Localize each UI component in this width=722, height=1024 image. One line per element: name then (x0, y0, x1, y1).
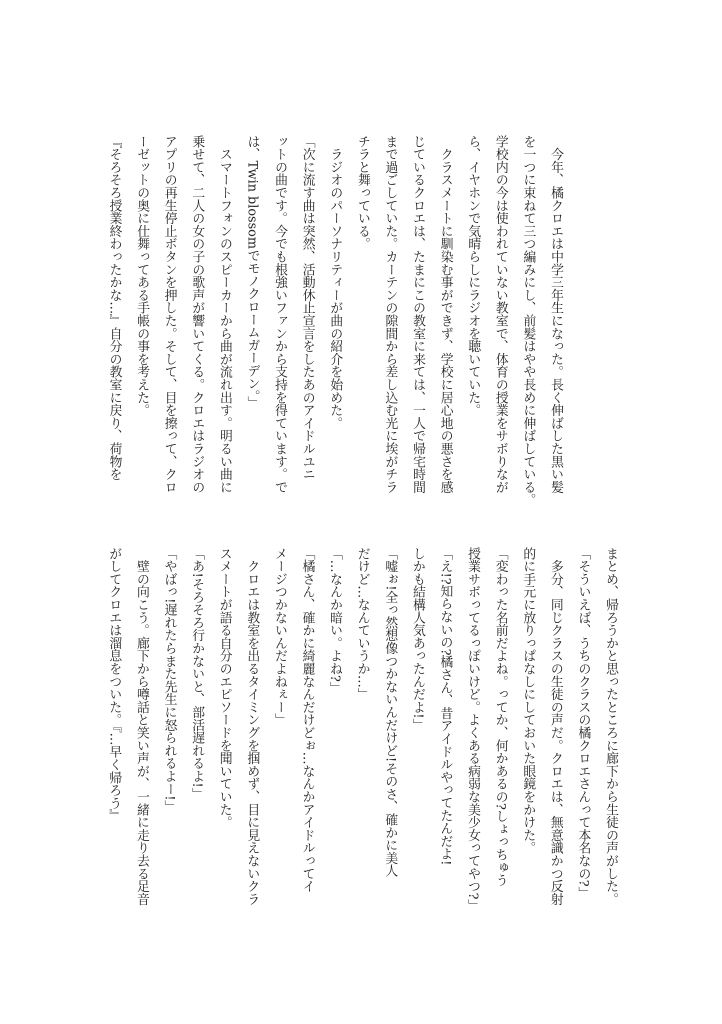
text-line: 乗せて、二人の女の子の歌声が響いてくる。クロエはラジオの (189, 135, 205, 494)
text-line: まで過ごしていた。カーテンの隙間から差し込む光に埃がチラ (382, 135, 398, 494)
text-line: を一つに束ねて三つ編みにし、前髪はやや長めに伸ばしている。 (520, 135, 536, 507)
text-line: 的に手元に放りっぱなしにしておいた眼鏡をかけた。 (520, 547, 536, 855)
text-line: 学校内の今は使われていない教室で、体育の授業をサボりなが (492, 135, 508, 494)
text-line: だけど…なんていうか…」 (354, 547, 370, 701)
text-line: ら、イヤホンで気晴らしにラジオを聴いていた。 (465, 135, 481, 417)
text-line: アプリの再生停止ボタンを押した。そして、目を擦って、クロ (161, 135, 177, 494)
text-line: 「嘘ぉ!全っ然想像つかないんだけど!そのさ、確かに美人 (382, 547, 398, 878)
text-line: 「やばっ!遅れたらまた先生に怒られるよー!」 (161, 547, 177, 814)
text-line: メージつかないんだよねぇー」 (271, 547, 287, 727)
text-line: 多分、同じクラスの生徒の声だ。クロエは、無意識かつ反射 (547, 547, 563, 906)
text-line: クロエは教室を出るタイミングを掴めず、目に見えないクラ (244, 547, 260, 906)
text-line: ーゼットの奥に仕舞ってある手帳の事を考えた。 (134, 135, 150, 417)
text-line: チラと舞っている。 (354, 135, 370, 251)
text-line: 「え!?知らないの?橘さん、昔アイドルやってたんだよ! (437, 547, 453, 866)
text-line: 「変わった名前だよね。ってか、何かあるの?しょっちゅう (492, 547, 508, 887)
text-line: 「橘さん、確かに綺麗なんだけどぉ…なんかアイドルってイ (299, 547, 315, 893)
text-line: 「あ!そろそろ行かないと、部活遅れるよ!」 (189, 547, 205, 801)
text-line: スマートフォンのスピーカーから曲が流れ出す。明るい曲に (216, 135, 232, 494)
text-line: 「…なんか暗い。よね?」 (327, 547, 343, 695)
text-line: ットの曲です。今でも根強いファンから支持を得ています。で (272, 135, 288, 494)
text-line: じているクロエは、たまにこの教室に来ては、一人で帰宅時間 (410, 135, 426, 494)
text-line: しかも結構人気あったんだよ!」 (409, 547, 425, 732)
text-line: 「そういえば、うちのクラスの橘クロエさんって本名なの?」 (575, 547, 591, 900)
text-line: クラスメートに馴染む事ができず、学校に居心地の悪さを感 (437, 135, 453, 494)
text-line: 今年、橘クロエは中学三年生になった。長く伸ばした黒い髪 (548, 135, 563, 494)
text-line: 授業サボってるっぽいけど。よくある病弱な美少女ってやつ?」 (465, 547, 481, 913)
text-line: は、Twin blossomでモノクロームガーデン。」 (244, 135, 260, 409)
text-block-top (100, 135, 569, 506)
text-line: がしてクロエは溜息をついた。『…早く帰ろう』 (106, 547, 122, 823)
text-line: 『そろそろ授業終わったかな…』自分の教室に戻り、荷物を (106, 135, 122, 481)
text-line: スメートが語る自分のエピソードを聞いていた。 (216, 547, 232, 829)
text-line: 「次に流す曲は突然、活動休止宣言をしたあのアイドルユニ (299, 135, 315, 481)
text-line: ラジオのパーソナリティーが曲の紹介を始めた。 (327, 135, 343, 430)
text-block-bottom (100, 547, 624, 912)
text-line: まとめ、帰ろうかと思ったところに廊下から生徒の声がした。 (603, 547, 618, 906)
text-line: 壁の向こう。廊下から噂話と笑い声が、一緒に走り去る足音 (133, 547, 149, 906)
